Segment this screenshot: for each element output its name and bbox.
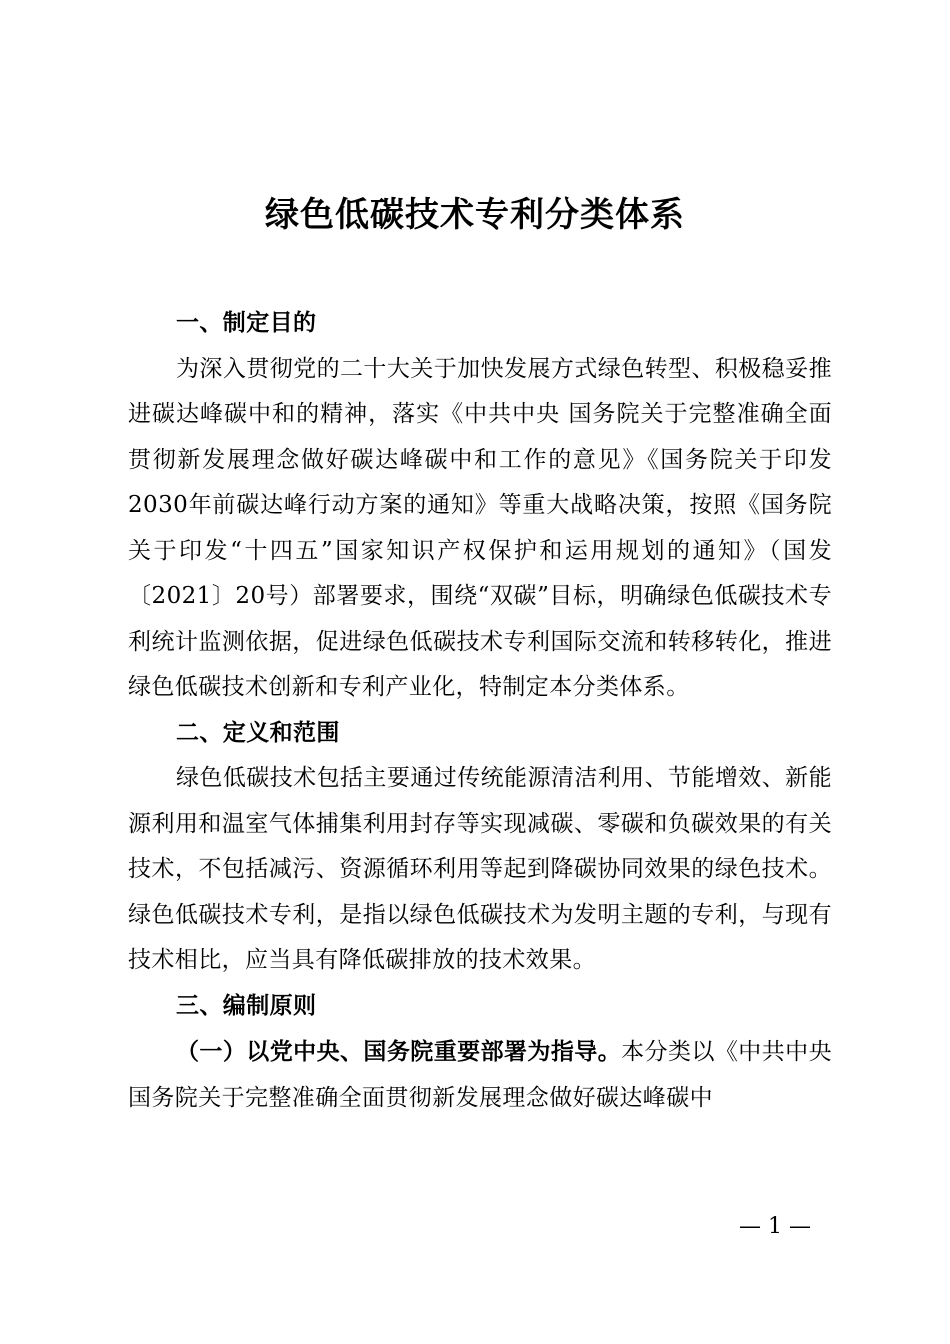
section-heading-purpose: 一、制定目的 <box>176 310 317 336</box>
principle-paragraph-1 <box>128 1029 832 1121</box>
document-body <box>128 301 832 1121</box>
page-number: — 1 — <box>739 1214 811 1239</box>
principle-text: 本分类以《中共中央 国务院关于完整准确全面贯彻新发展理念做好碳达峰碳中 <box>128 1039 832 1111</box>
section-paragraph-definition: 绿色低碳技术包括主要通过传统能源清洁利用、节能增效、新能源利用和温室气体捕集利用封存等实现减碳、零碳和负碳效果的有关技术，不包括减污、资源循环利用等起到降碳协同效果的绿色技术。绿色低碳技术专利，是指以绿色低碳技术为发明主题的专利，与现有技术相比，应当具有降低碳排放的技术效果。 <box>128 765 832 973</box>
section-heading-principles: 三、编制原则 <box>176 992 317 1019</box>
section-paragraph-purpose: 为深入贯彻党的二十大关于加快发展方式绿色转型、积极稳妥推进碳达峰碳中和的精神，落实《中共中央 国务院关于完整准确全面贯彻新发展理念做好碳达峰碳中和工作的意见》《国务院关于印发2030年前碳达峰行动方案的通知》等重大战略决策，按照《国务院关于印发“十四五”国家知识产权保护和运用规划的通知》（国发〔2021〕20号）部署要求，围绕“双碳”目标，明确绿色低碳技术专利统计监测依据，促进绿色低碳技术专利国际交流和转移转化，推进绿色低碳技术创新和专利产业化，特制定本分类体系。 <box>128 355 832 700</box>
principle-lead: （一）以党中央、国务院重要部署为指导。 <box>176 1038 622 1065</box>
document-title: 绿色低碳技术专利分类体系 <box>265 195 685 235</box>
section-heading-definition: 二、定义和范围 <box>176 719 340 746</box>
